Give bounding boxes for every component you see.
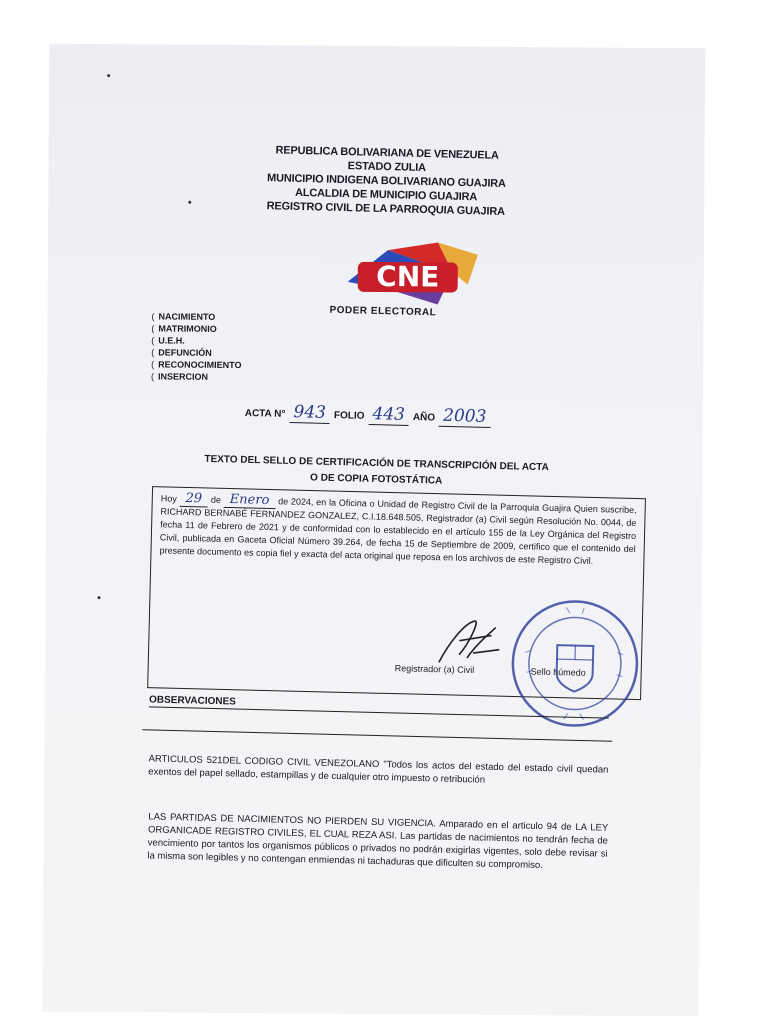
checkbox-bracket-icon: ( xyxy=(151,371,155,382)
observations-line-2 xyxy=(142,717,612,741)
checkbox-bracket-icon: ( xyxy=(151,359,155,370)
observations-label: OBSERVACIONES xyxy=(148,694,237,708)
header-line-republic: REPUBLICA BOLIVARIANA DE VENEZUELA xyxy=(275,144,499,162)
logo-text: CNE xyxy=(376,260,440,294)
checklist-item: ( NACIMIENTO xyxy=(151,311,216,322)
checkbox-bracket-icon: ( xyxy=(151,311,155,322)
checklist-item: ( DEFUNCIÓN xyxy=(151,347,212,358)
certification-text: Hoy 29 de Enero de 2024, en la Oficina o Unidad de Registro Civil de la Parroquia Guajira Quien suscribe, RICHARD BERNABÉ FERNANDEZ GONZALEZ, C.I.18.648.505, Registrador (a) Civil según Resolución No. 0044, de fecha 11 de Febrero de 2021 y de conformidad con lo establecido en el artículo 155 de la Ley Orgánica del Registro Civil, publicada en Gaceta Oficial Número 39.264, de fecha 15 de Septiembre de 2009, certifico que el contenido del presente documento es copia fiel y exacta del acta original que reposa en los archivos de este Registro Civil. xyxy=(159,490,637,566)
checkbox-bracket-icon: ( xyxy=(151,335,155,346)
checklist-item: ( RECONOCIMIENTO xyxy=(151,359,242,371)
certification-body: de 2024, en la Oficina o Unidad de Registro Civil de la Parroquia Guajira Quien suscribe, RICHARD BERNABÉ FERNANDEZ GONZALEZ, C.I.18.648.505, Registrador (a) Civil según Resolución No. 0044, de fecha 11 de Febrero de 2021 y de conformidad con lo establecido en el artículo 155 de la Ley Orgánica del Registro Civil, publicada en Gaceta Oficial Número 39.264, de fecha 15 de Septiembre de 2009, certifico que el contenido del presente documento es copia fiel y exacta del acta original que reposa en los archivos de este Registro Civil. xyxy=(159,496,637,566)
poder-electoral-label: PODER ELECTORAL xyxy=(329,304,437,319)
checkbox-bracket-icon: ( xyxy=(151,323,155,334)
handwritten-day: 29 xyxy=(179,491,208,508)
speck xyxy=(98,596,101,599)
speck xyxy=(107,74,110,77)
certification-box xyxy=(147,486,646,700)
folio-number-value: 443 xyxy=(368,404,409,426)
certification-title: TEXTO DEL SELLO DE CERTIFICACIÓN DE TRANSCRIPCIÓN DEL ACTA O DE COPIA FOTOSTÁTICA xyxy=(204,453,549,487)
acta-label: ACTA N° xyxy=(244,407,286,420)
year-label: AÑO xyxy=(412,412,436,424)
speck xyxy=(188,201,191,204)
checklist-item: ( MATRIMONIO xyxy=(151,323,217,334)
acta-number-value: 943 xyxy=(289,402,330,424)
checkbox-bracket-icon: ( xyxy=(151,347,155,358)
record-type-checklist xyxy=(151,310,242,383)
legal-paragraph-article-521: ARTICULOS 521DEL CODIGO CIVIL VENEZOLANO "Todos los actos del estado del estado civil quedan exentos del papel sellado, estampillas y de cualquier otro impuesto o retribución xyxy=(148,753,609,786)
document-page xyxy=(43,44,706,1017)
seal-label: Sello húmedo xyxy=(530,666,586,678)
header-line-state: ESTADO ZULIA xyxy=(347,160,426,175)
checklist-item: ( U.E.H. xyxy=(151,335,185,346)
checklist-item: ( INSERCION xyxy=(151,371,209,382)
acta-reference-line xyxy=(245,401,491,428)
handwritten-month: Enero xyxy=(224,492,276,509)
header-line-mayoralty: ALCALDIA DE MUNICIPIO GUAJIRA xyxy=(294,186,478,204)
header-line-registry: REGISTRO CIVIL DE LA PARROQUIA GUAJIRA xyxy=(266,200,505,218)
legal-paragraph-validity: LAS PARTIDAS DE NACIMIENTOS NO PIERDEN SU VIGENCIA. Amparado en el articulo 94 de LA LEY ORGANICADE REGISTRO CIVILES, EL CUAL REZA ASI. Las partidas de nacimientos no tendrán fecha de vencimiento por tantos los organismos públicos o privados no podrán exigirlas vigentes, solo debe revisar si la misma son legibles y no contengan enmiendas ni tachaduras que dificulten su compromiso. xyxy=(147,811,609,872)
registrar-label: Registrador (a) Civil xyxy=(394,663,475,676)
folio-label: FOLIO xyxy=(333,410,365,422)
header-line-municipality: MUNICIPIO INDIGENA BOLIVARIANO GUAJIRA xyxy=(266,172,506,190)
document-header xyxy=(58,138,706,224)
year-value: 2003 xyxy=(439,406,491,428)
